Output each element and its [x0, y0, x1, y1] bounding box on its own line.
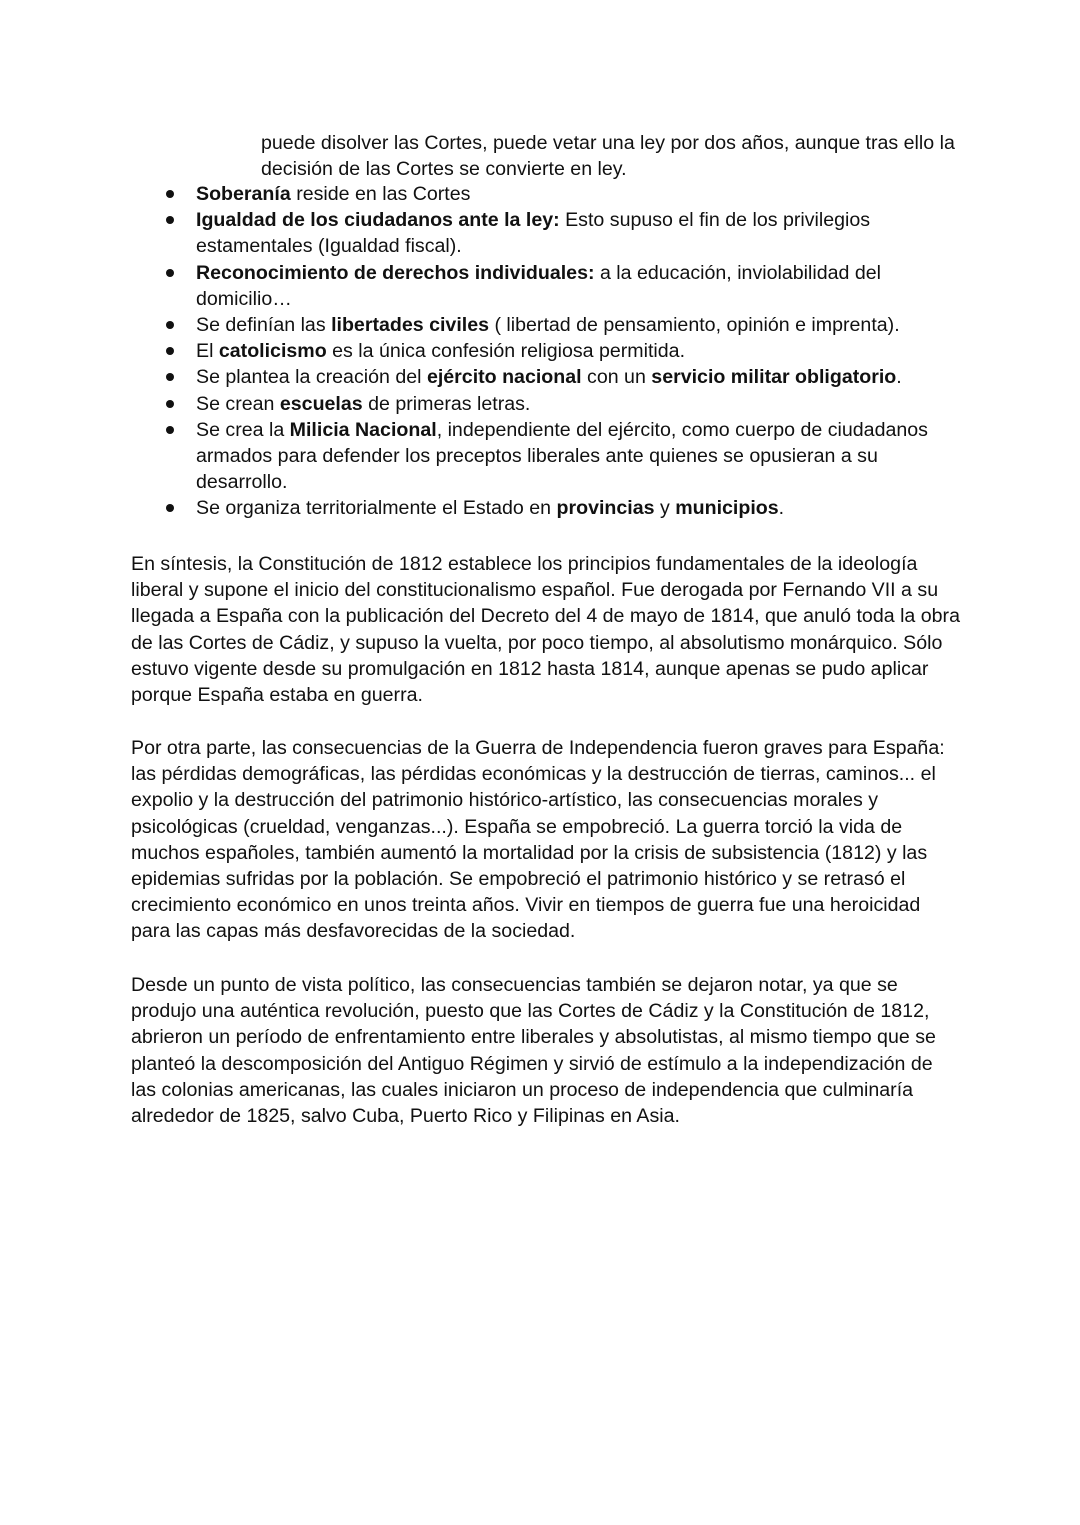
- paragraph-synthesis: En síntesis, la Constitución de 1812 establece los principios fundamentales de la ideología liberal y supone el inicio del constitucionalismo español. Fue derogada por Fernando VII a su llegada a España con la publicación del Decreto del 4 de mayo de 1814, que anuló toda la obra de las Cortes de Cádiz, y supuso la vuelta, por poco tiempo, al absolutismo monárquico. Sólo estuvo vigente desde su promulgación en 1812 hasta 1814, aunque apenas se pudo aplicar porque España estaba en guerra.: [131, 553, 960, 707]
- item-text: de primeras letras.: [362, 392, 531, 415]
- list-item: [196, 207, 956, 259]
- bullet-icon: [166, 269, 174, 277]
- item-text: Se plantea la creación del: [196, 366, 427, 389]
- list-item: [196, 338, 956, 364]
- item-text: ( libertad de pensamiento, opinión e imprenta).: [489, 314, 900, 337]
- list-item: [196, 181, 956, 207]
- bullet-icon: [166, 373, 174, 381]
- list-item: [196, 312, 956, 338]
- bold-term: Reconocimiento de derechos individuales:: [196, 261, 595, 284]
- item-text: Se crea la: [196, 418, 290, 441]
- bullet-icon: [166, 504, 174, 512]
- item-text: y: [654, 497, 676, 520]
- bold-term: ejército nacional: [426, 366, 582, 389]
- item-text: .: [778, 497, 785, 520]
- item-text: Se definían las: [196, 314, 332, 337]
- bold-term: escuelas: [279, 392, 363, 415]
- bold-term: provincias: [556, 497, 655, 520]
- continuation-text: puede disolver las Cortes, puede vetar una ley por dos años, aunque tras ello la decisión de las Cortes se convierte en ley.: [261, 132, 955, 181]
- item-text: .: [896, 366, 902, 389]
- list-item: [196, 364, 956, 390]
- paragraph-war-consequences: Por otra parte, las consecuencias de la Guerra de Independencia fueron graves para España: las pérdidas demográficas, las pérdidas económicas y la destrucción de tierras, caminos... el expolio y la destrucción del patrimonio histórico-artístico, las consecuencias morales y psicológicas (crueldad, venganzas...). España se empobreció. La guerra torció la vida de muchos españoles, también aumentó la mortalidad por la crisis de subsistencia (1812) y las epidemias sufridas por la población. Se empobreció el patrimonio histórico y se retrasó el crecimiento económico en unos treinta años. Vivir en tiempos de guerra fue una heroicidad para las capas más desfavorecidas de la sociedad.: [131, 737, 945, 943]
- item-text: , independiente del ejército, como cuerpo de ciudadanos armados para defender los preceptos liberales ante quienes se opusieran a su desarrollo.: [196, 418, 928, 494]
- item-text: El: [196, 340, 219, 363]
- item-text: a la educación, inviolabilidad del domicilio…: [196, 261, 881, 310]
- item-text: con un: [581, 366, 652, 389]
- bullet-list: [196, 181, 956, 522]
- bold-term: Soberanía: [196, 183, 291, 205]
- bold-term: catolicismo: [218, 340, 327, 363]
- list-item: [196, 417, 956, 496]
- list-item: [196, 391, 956, 417]
- bullet-icon: [166, 216, 174, 224]
- bold-term: municipios: [675, 497, 779, 520]
- bold-term: Milicia Nacional: [289, 418, 437, 441]
- bullet-icon: [166, 400, 174, 408]
- list-item: [196, 495, 956, 521]
- item-text: Se crean: [196, 392, 280, 415]
- bullet-icon: [166, 190, 174, 198]
- item-text: Esto supuso el fin de los privilegios estamentales (Igualdad fiscal).: [196, 209, 871, 258]
- bold-term: libertades civiles: [331, 314, 490, 337]
- paragraph-political-consequences: Desde un punto de vista político, las consecuencias también se dejaron notar, ya que se produjo una auténtica revolución, puesto que las Cortes de Cádiz y la Constitución de 1812, abrieron un período de enfrentamiento entre liberales y absolutistas, al mismo tiempo que se planteó la descomposición del Antiguo Régimen y sirvió de estímulo a la independización de las colonias americanas, las cuales iniciaron un proceso de independencia que culminaría alrededor de 1825, salvo Cuba, Puerto Rico y Filipinas en Asia.: [131, 974, 936, 1128]
- item-text: es la única confesión religiosa permitida.: [326, 340, 686, 363]
- bullet-icon: [166, 321, 174, 329]
- item-text: reside en las Cortes: [290, 183, 471, 205]
- item-text: Se organiza territorialmente el Estado en: [196, 497, 557, 520]
- bullet-icon: [166, 347, 174, 355]
- bullet-icon: [166, 426, 174, 434]
- bold-term: servicio militar obligatorio: [651, 366, 897, 389]
- bold-term: Igualdad de los ciudadanos ante la ley:: [196, 209, 560, 232]
- list-item: [196, 260, 956, 312]
